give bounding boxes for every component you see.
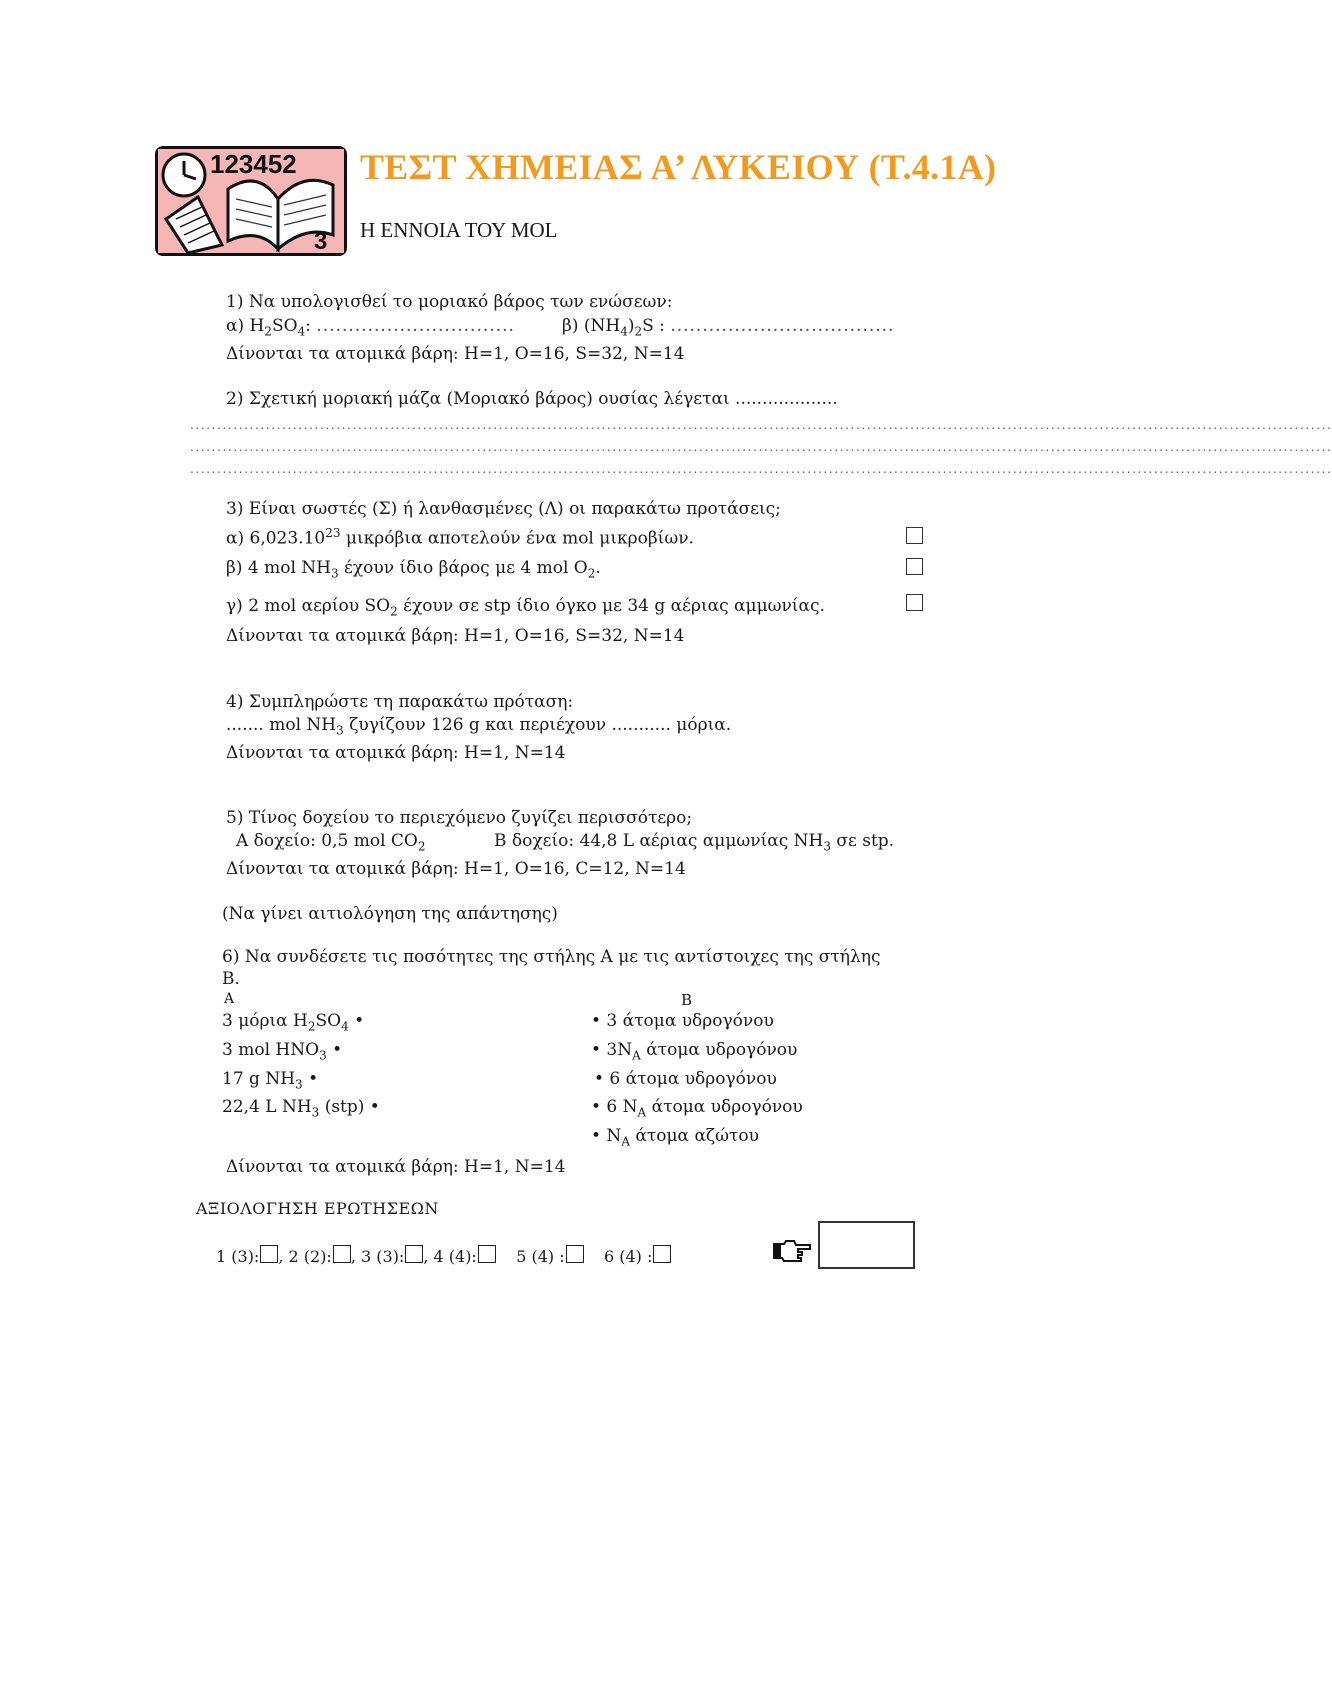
- q3-statement-c: γ) 2 mol αερίου $SO_2$ έχουν σε stp ίδιο όγκο με 34 g αέριας αμμωνίας.: [226, 596, 825, 619]
- q3-a-checkbox[interactable]: [906, 527, 923, 544]
- q6-column-a-item[interactable]: 17 g $NH_3$ •: [222, 1069, 319, 1092]
- q6-prompt: 6) Να συνδέσετε τις ποσότητες της στήλης Α με τις αντίστοιχες της στήλης: [222, 947, 881, 967]
- q3-statement-b: β) 4 mol $NH_3$ έχουν ίδιο βάρος με 4 mol $O_2$.: [226, 558, 601, 581]
- total-score-box[interactable]: [818, 1221, 915, 1269]
- q3-c-checkbox[interactable]: [906, 594, 923, 611]
- q5-note: (Να γίνει αιτιολόγηση της απάντησης): [222, 904, 558, 924]
- page-subtitle: Η ΕΝΝΟΙΑ ΤΟΥ MOL: [360, 218, 558, 242]
- score-box-q6[interactable]: [653, 1245, 671, 1263]
- q6-column-b-item[interactable]: • 3 άτομα υδρογόνου: [591, 1011, 774, 1031]
- q4-prompt: 4) Συμπληρώστε τη παρακάτω πρόταση:: [226, 692, 574, 712]
- score-label: 1 (3):: [216, 1247, 260, 1266]
- score-box-q3[interactable]: [405, 1245, 423, 1263]
- page-title: ΤΕΣΤ ΧΗΜΕΙΑΣ Α’ ΛΥΚΕΙΟΥ (Τ.4.1Α): [360, 147, 997, 187]
- q6-column-a-header: Α: [224, 991, 235, 1007]
- q6-column-b-header: Β: [681, 991, 693, 1009]
- q6-column-b-item[interactable]: • 6 $N_A$ άτομα υδρογόνου: [591, 1097, 803, 1120]
- q5-container-b: Β δοχείο: 44,8 L αέριας αμμωνίας $NH_3$ σε stp.: [494, 831, 895, 854]
- score-label: 5 (4) :: [516, 1247, 565, 1266]
- q3-prompt: 3) Είναι σωστές (Σ) ή λανθασμένες (Λ) οι παρακάτω προτάσεις;: [226, 499, 781, 519]
- score-box-q2[interactable]: [333, 1245, 351, 1263]
- q6-column-b-item[interactable]: • $N_A$ άτομα αζώτου: [591, 1126, 759, 1149]
- q6-column-b-item[interactable]: • 6 άτομα υδρογόνου: [594, 1069, 777, 1089]
- q3-given: Δίνονται τα ατομικά βάρη: H=1, O=16, S=32, N=14: [226, 626, 685, 646]
- q6-given: Δίνονται τα ατομικά βάρη: H=1, N=14: [226, 1157, 566, 1177]
- q2-prompt: 2) Σχετική μοριακή μάζα (Μοριακό βάρος) ουσίας λέγεται ...................: [226, 389, 838, 409]
- q6-prompt-continued: Β.: [222, 969, 240, 989]
- q6-column-a-item[interactable]: 3 mol $HNO_3$ •: [222, 1040, 343, 1063]
- clock-book-illustration: [158, 149, 344, 253]
- q4-sentence[interactable]: ....... mol $NH_3$ ζυγίζουν 126 g και περιέχουν ........... μόρια.: [226, 715, 732, 738]
- q5-given: Δίνονται τα ατομικά βάρη: H=1, O=16, C=12, N=14: [226, 859, 686, 879]
- score-box-q1[interactable]: [260, 1245, 278, 1263]
- q1-part-a: α) $H_2SO_4$: ...............................: [226, 316, 515, 339]
- q2-answer-line-1[interactable]: ...................................................................................................................................................................................................................: [190, 418, 1332, 432]
- q6-column-b-item[interactable]: • $3N_A$ άτομα υδρογόνου: [591, 1040, 798, 1063]
- evaluation-heading: ΑΞΙΟΛΟΓΗΣΗ ΕΡΩΤΗΣΕΩΝ: [196, 1199, 439, 1218]
- q1-prompt: 1) Να υπολογισθεί το μοριακό βάρος των ενώσεων:: [226, 292, 673, 312]
- q4-given: Δίνονται τα ατομικά βάρη: H=1, N=14: [226, 743, 566, 763]
- pointing-hand-icon: [772, 1238, 812, 1268]
- q6-column-a-item[interactable]: 22,4 L $NH_3$ (stp) •: [222, 1097, 380, 1120]
- q3-statement-a: α) 6,023.10$^{23}$ μικρόβια αποτελούν ένα mol μικροβίων.: [226, 526, 694, 549]
- q6-column-a-item[interactable]: 3 μόρια $H_2SO_4$ •: [222, 1011, 365, 1034]
- q1-a-answer-blank[interactable]: ...............................: [316, 316, 515, 336]
- q2-answer-line-2[interactable]: ...................................................................................................................................................................................................................: [190, 440, 1332, 454]
- evaluation-score-row: 1 (3): , 2 (2): , 3 (3): , 4 (4): 5 (4) : 6 (4) :: [216, 1245, 671, 1266]
- logo-image: [155, 146, 347, 256]
- score-label: 2 (2):: [288, 1247, 332, 1266]
- q1-b-answer-blank[interactable]: ...................................: [670, 316, 895, 336]
- q1-part-b: β) $(NH_4)_2S$ : ...................................: [562, 316, 895, 339]
- score-label: 6 (4) :: [603, 1247, 653, 1266]
- score-label: 3 (3):: [361, 1247, 405, 1266]
- score-box-q4[interactable]: [478, 1245, 496, 1263]
- q5-container-a: Α δοχείο: 0,5 mol $CO_2$: [236, 831, 426, 854]
- q5-prompt: 5) Τίνος δοχείου το περιεχόμενο ζυγίζει περισσότερο;: [226, 808, 693, 828]
- score-label: 4 (4):: [433, 1247, 477, 1266]
- q3-b-checkbox[interactable]: [906, 558, 923, 575]
- q2-answer-line-3[interactable]: ...................................................................................................................................................................................................................: [190, 462, 1332, 476]
- svg-text:3: 3: [314, 228, 328, 255]
- score-box-q5[interactable]: [566, 1245, 584, 1263]
- logo-digits: 123452: [210, 149, 297, 179]
- q1-given: Δίνονται τα ατομικά βάρη: H=1, O=16, S=32, N=14: [226, 344, 685, 364]
